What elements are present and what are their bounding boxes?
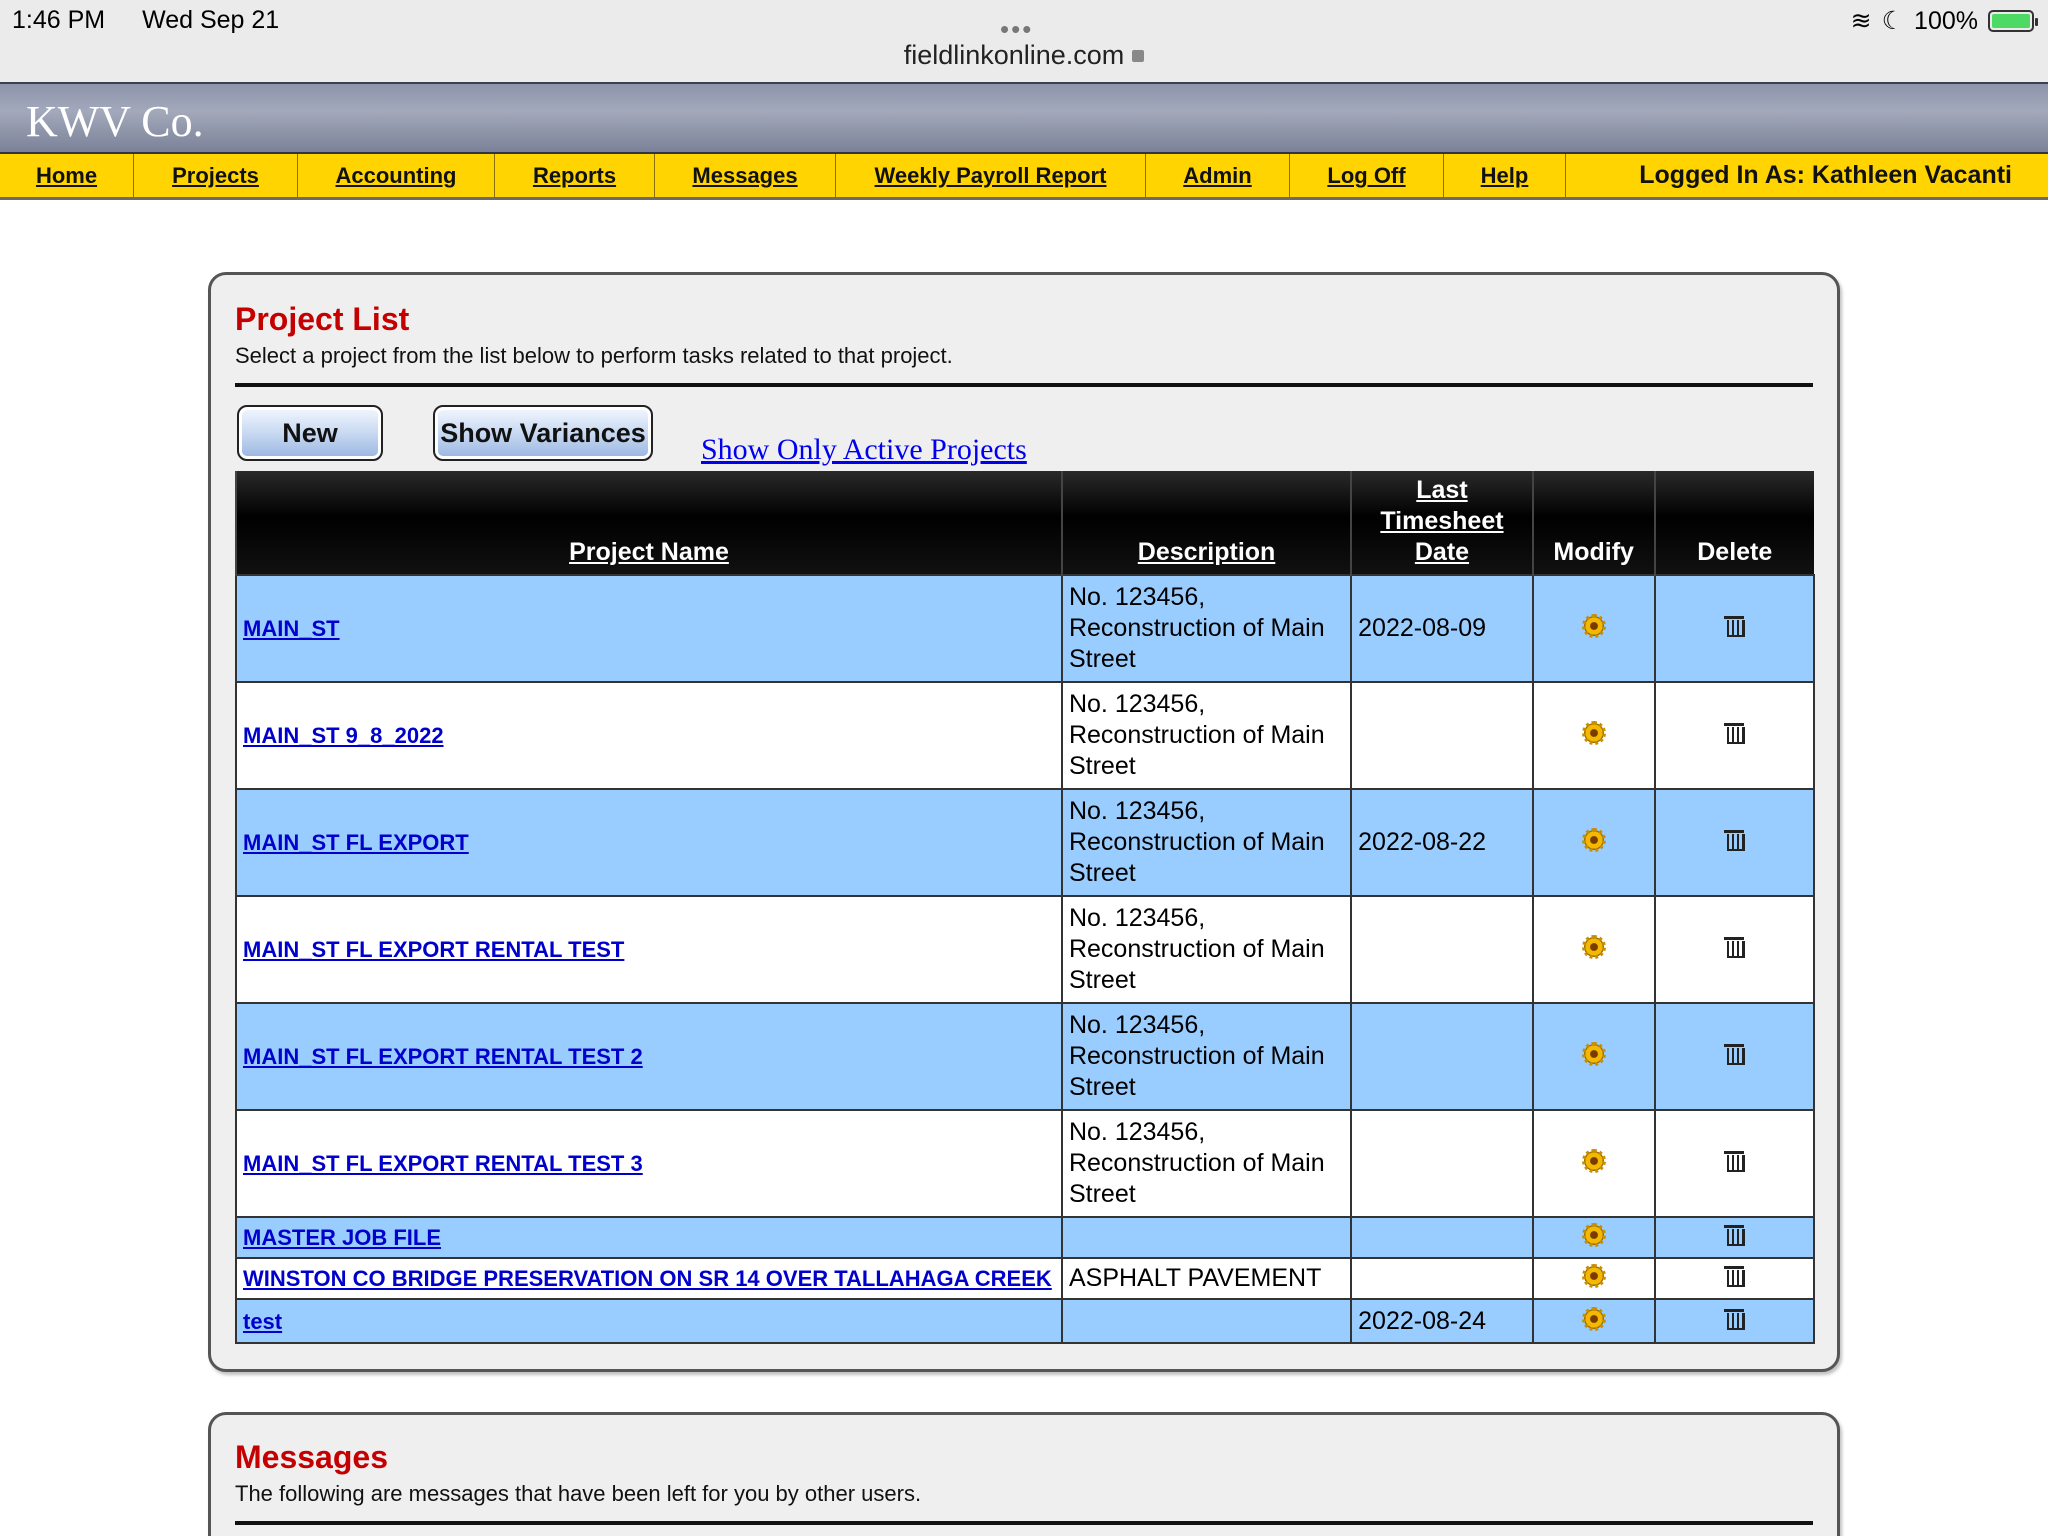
- trash-icon[interactable]: [1724, 828, 1744, 850]
- nav-weekly-payroll-report[interactable]: Weekly Payroll Report: [836, 154, 1146, 197]
- description-cell: No. 123456, Reconstruction of Main Street: [1062, 1003, 1351, 1110]
- messages-title: Messages: [235, 1439, 388, 1475]
- table-row: [236, 575, 1814, 682]
- date-cell: 2022-08-22: [1351, 789, 1533, 896]
- col-project-name[interactable]: Project Name: [236, 471, 1062, 575]
- project-link[interactable]: WINSTON CO BRIDGE PRESERVATION ON SR 14 OVER TALLAHAGA CREEK: [243, 1266, 1052, 1291]
- table-row: [236, 1299, 1814, 1343]
- battery-percent: 100%: [1914, 6, 1978, 35]
- panel-subtitle: Select a project from the list below to perform tasks related to that project.: [235, 343, 953, 368]
- trash-icon[interactable]: [1724, 721, 1744, 743]
- project-link[interactable]: test: [243, 1308, 283, 1334]
- table-row: [236, 1258, 1814, 1299]
- new-button[interactable]: New: [237, 405, 383, 461]
- description-cell: No. 123456, Reconstruction of Main Street: [1062, 682, 1351, 789]
- col-modify: Modify: [1533, 471, 1655, 575]
- nav-projects[interactable]: Projects: [134, 154, 298, 197]
- description-cell: No. 123456, Reconstruction of Main Street: [1062, 575, 1351, 682]
- table-row: [236, 682, 1814, 789]
- trash-icon[interactable]: [1724, 1307, 1744, 1329]
- description-cell: No. 123456, Reconstruction of Main Street: [1062, 1110, 1351, 1217]
- gear-icon[interactable]: [1584, 1225, 1604, 1245]
- ios-status-bar: [0, 0, 2048, 82]
- trash-icon[interactable]: [1724, 1264, 1744, 1286]
- trash-icon[interactable]: [1724, 935, 1744, 957]
- date-cell: 2022-08-24: [1351, 1299, 1533, 1343]
- messages-panel: [208, 1412, 1840, 1536]
- project-table: [235, 471, 1815, 1344]
- trash-icon[interactable]: [1724, 1149, 1744, 1171]
- project-link[interactable]: MAIN_ST 9_8_2022: [243, 723, 444, 748]
- gear-icon[interactable]: [1584, 1044, 1604, 1064]
- gear-icon[interactable]: [1584, 1266, 1604, 1286]
- description-cell: [1062, 1299, 1351, 1343]
- messages-subtitle: The following are messages that have been left for you by other users.: [235, 1481, 922, 1506]
- main-nav: [0, 154, 2048, 200]
- description-cell: No. 123456, Reconstruction of Main Street: [1062, 789, 1351, 896]
- col-last-timesheet-date[interactable]: Last Timesheet Date: [1351, 471, 1533, 575]
- date-cell: [1351, 1110, 1533, 1217]
- company-name: KWV Co.: [26, 97, 204, 146]
- date-cell: 2022-08-09: [1351, 575, 1533, 682]
- table-row: [236, 1217, 1814, 1258]
- logged-in-as: Logged In As: Kathleen Vacanti: [1639, 161, 2012, 189]
- status-time: 1:46 PM: [12, 6, 106, 34]
- project-link[interactable]: MAIN_ST FL EXPORT RENTAL TEST 3: [243, 1151, 643, 1176]
- moon-icon: ☾: [1881, 7, 1905, 35]
- panel-title: Project List: [235, 301, 410, 337]
- lock-icon: [1132, 50, 1144, 62]
- project-link[interactable]: MAIN_ST FL EXPORT: [243, 830, 469, 855]
- date-cell: [1351, 896, 1533, 1003]
- col-delete: Delete: [1655, 471, 1814, 575]
- date-cell: [1351, 1258, 1533, 1299]
- description-cell: No. 123456, Reconstruction of Main Street: [1062, 896, 1351, 1003]
- table-row: [236, 896, 1814, 1003]
- table-row: [236, 1110, 1814, 1217]
- date-cell: [1351, 1217, 1533, 1258]
- project-link[interactable]: MASTER JOB FILE: [243, 1225, 442, 1250]
- divider: [235, 1521, 1813, 1525]
- gear-icon[interactable]: [1584, 937, 1604, 957]
- description-cell: [1062, 1217, 1351, 1258]
- nav-reports[interactable]: Reports: [495, 154, 655, 197]
- battery-icon: [1988, 10, 2034, 32]
- col-description[interactable]: Description: [1062, 471, 1351, 575]
- nav-home[interactable]: Home: [0, 154, 134, 197]
- app-header: [0, 82, 2048, 154]
- status-date: Wed Sep 21: [142, 6, 280, 34]
- trash-icon[interactable]: [1724, 1223, 1744, 1245]
- wifi-icon: ≋: [1850, 7, 1872, 35]
- nav-log-off[interactable]: Log Off: [1290, 154, 1444, 197]
- divider: [235, 383, 1813, 387]
- trash-icon[interactable]: [1724, 1042, 1744, 1064]
- table-header-row: [236, 471, 1814, 575]
- url-text: fieldlinkonline.com: [903, 40, 1125, 70]
- project-link[interactable]: MAIN_ST: [243, 616, 340, 641]
- description-cell: ASPHALT PAVEMENT: [1062, 1258, 1351, 1299]
- table-row: [236, 789, 1814, 896]
- project-link[interactable]: MAIN_ST FL EXPORT RENTAL TEST 2: [243, 1044, 643, 1069]
- gear-icon[interactable]: [1584, 616, 1604, 636]
- project-link[interactable]: MAIN_ST FL EXPORT RENTAL TEST: [243, 937, 625, 962]
- nav-help[interactable]: Help: [1444, 154, 1566, 197]
- status-indicators: [1851, 6, 2034, 36]
- address-bar[interactable]: [0, 40, 2048, 71]
- more-dots-icon[interactable]: •••: [1000, 14, 1034, 44]
- table-row: [236, 1003, 1814, 1110]
- nav-admin[interactable]: Admin: [1146, 154, 1290, 197]
- nav-messages[interactable]: Messages: [655, 154, 836, 197]
- gear-icon[interactable]: [1584, 830, 1604, 850]
- trash-icon[interactable]: [1724, 614, 1744, 636]
- gear-icon[interactable]: [1584, 723, 1604, 743]
- date-cell: [1351, 682, 1533, 789]
- nav-accounting[interactable]: Accounting: [298, 154, 495, 197]
- gear-icon[interactable]: [1584, 1309, 1604, 1329]
- project-list-panel: [208, 272, 1840, 1372]
- gear-icon[interactable]: [1584, 1151, 1604, 1171]
- show-only-active-projects-link[interactable]: Show Only Active Projects: [701, 433, 1027, 466]
- date-cell: [1351, 1003, 1533, 1110]
- show-variances-button[interactable]: Show Variances: [433, 405, 653, 461]
- status-time-date: [12, 6, 309, 35]
